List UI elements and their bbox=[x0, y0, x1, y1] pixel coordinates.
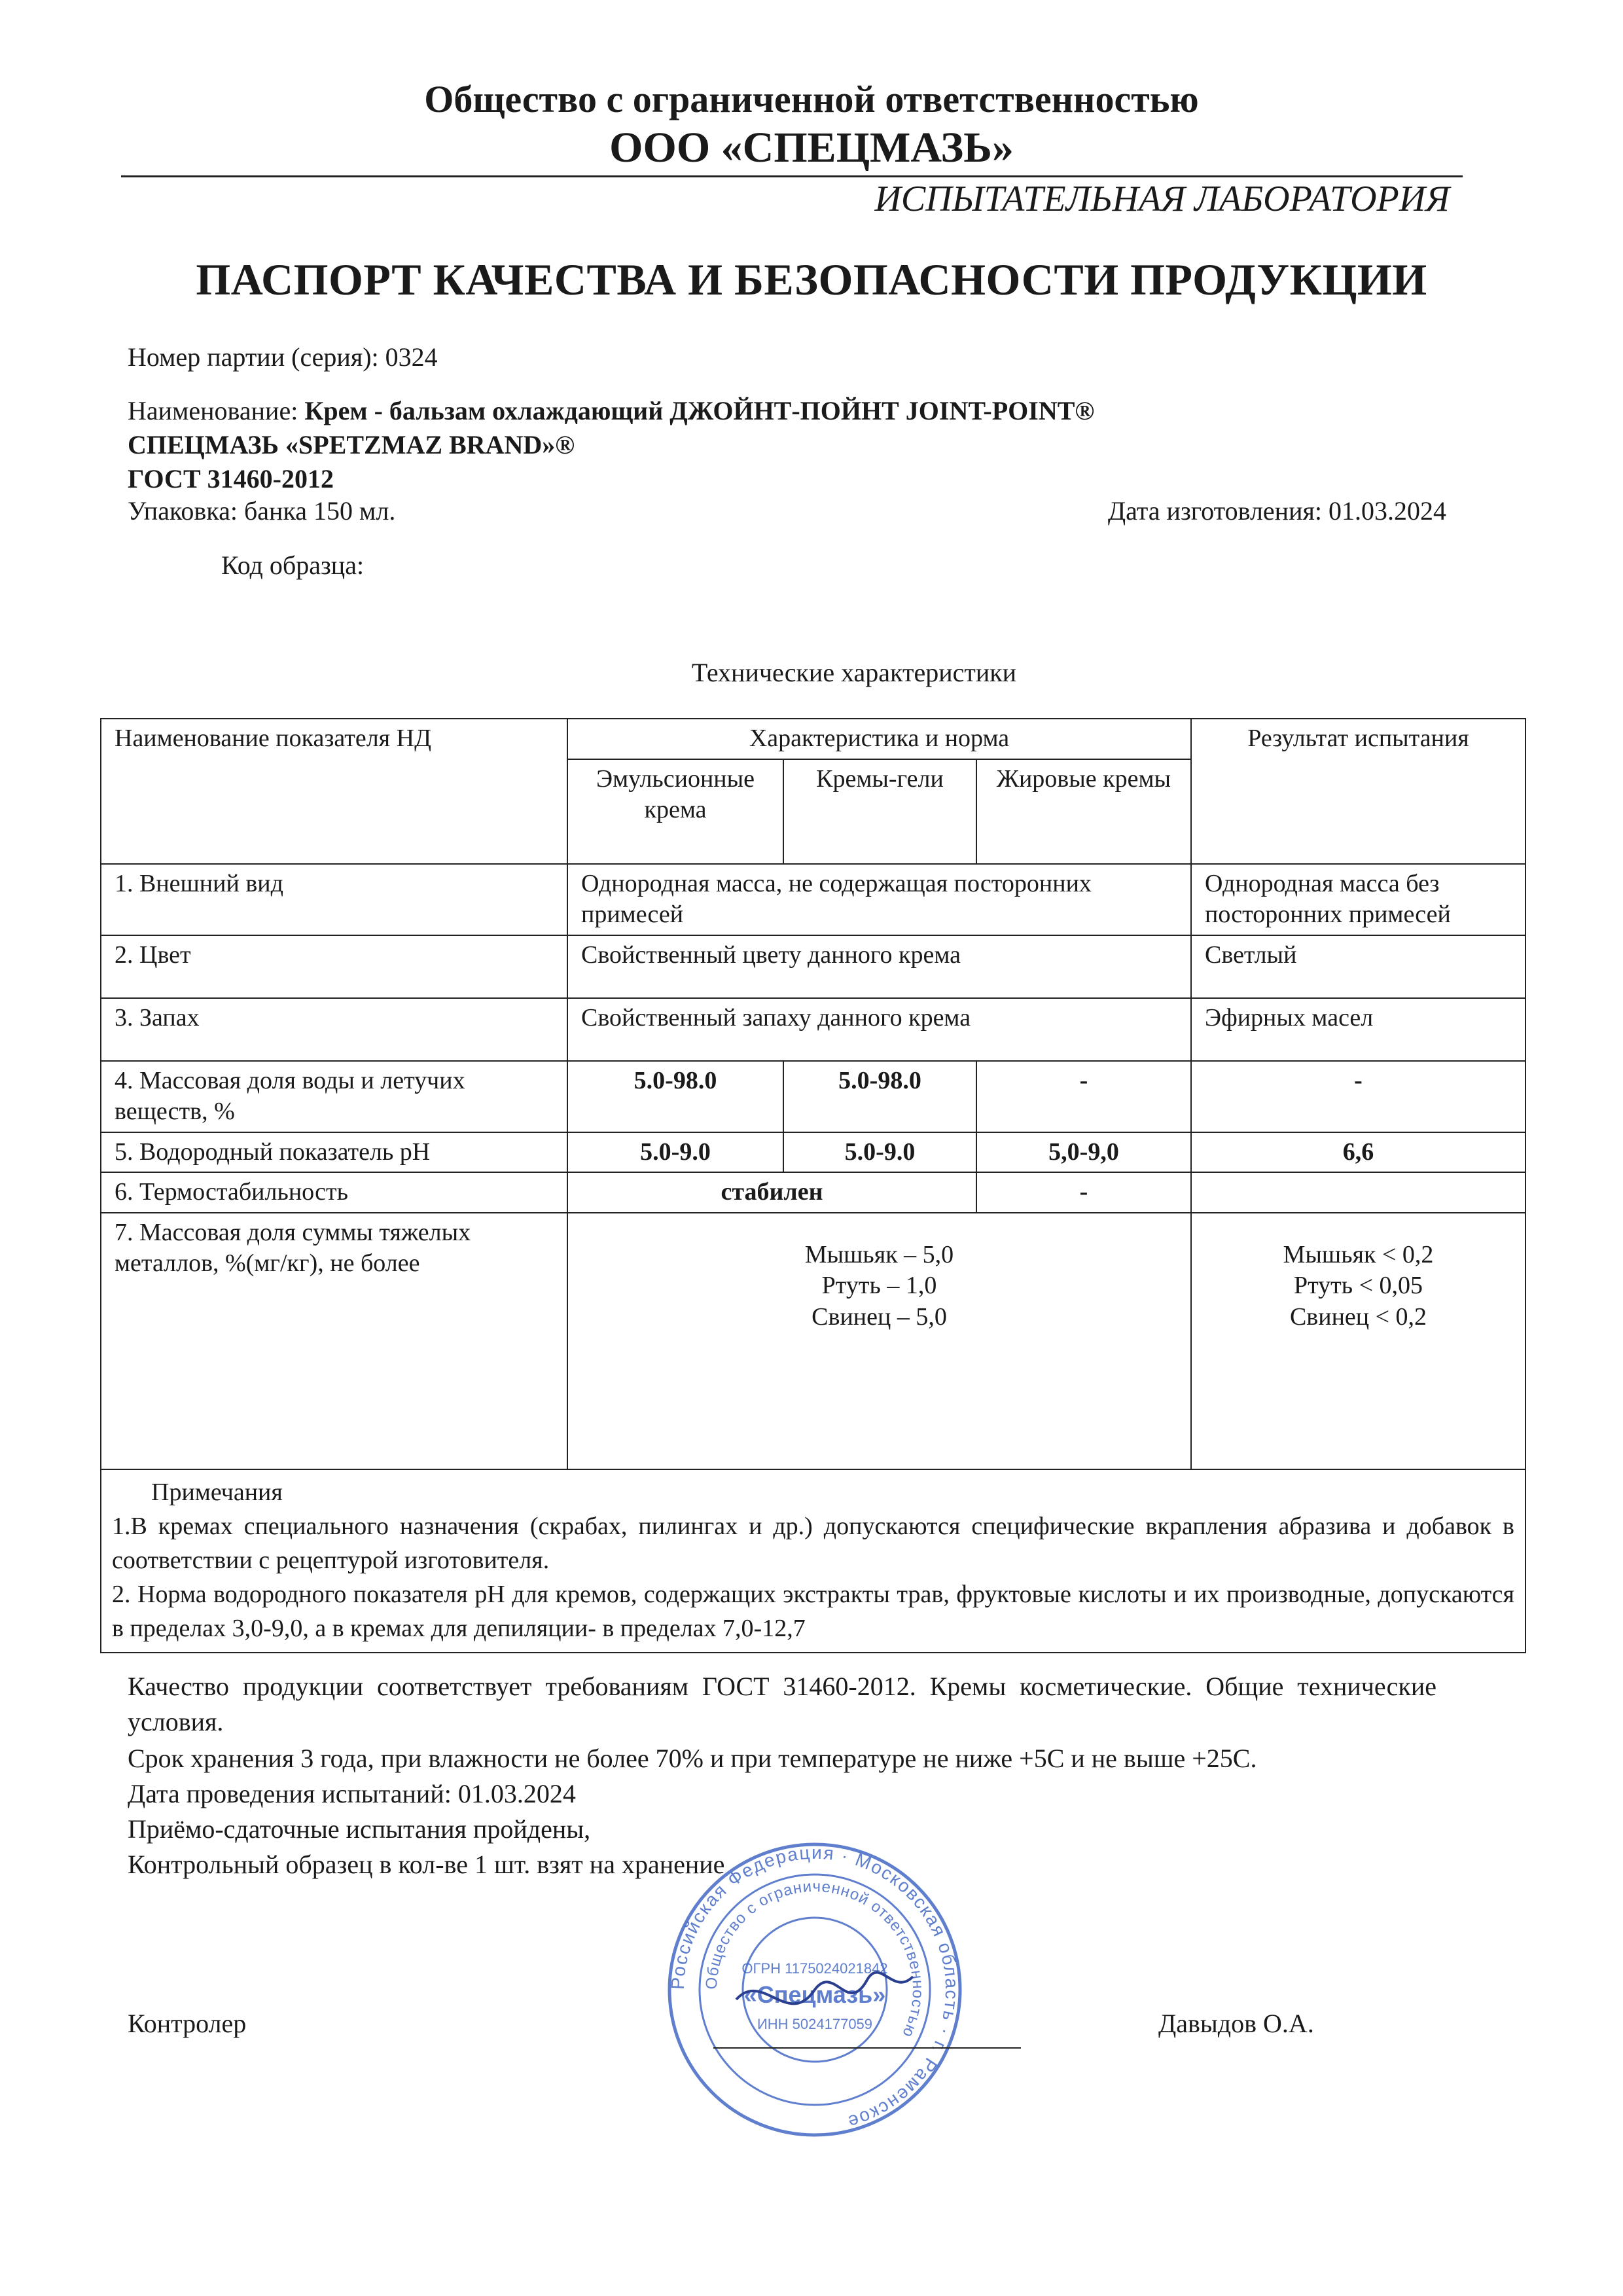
row-result: Светлый bbox=[1191, 935, 1525, 998]
norm-mercury: Ртуть – 1,0 bbox=[821, 1272, 937, 1299]
product-name-line1 bbox=[128, 395, 1094, 426]
row-value-fat: - bbox=[976, 1172, 1191, 1213]
col-emulsion: Эмульсионные крема bbox=[567, 759, 783, 864]
batch-number: Номер партии (серия): 0324 bbox=[128, 342, 438, 372]
col-gels: Кремы-гели bbox=[783, 759, 976, 864]
norm-lead: Свинец – 5,0 bbox=[812, 1302, 947, 1331]
table-header-row bbox=[101, 719, 1525, 759]
package-info: Упаковка: банка 150 мл. bbox=[128, 496, 396, 526]
stamp-ogrn: ОГРН 1175024021842 bbox=[741, 1960, 888, 1977]
norm-arsenic: Мышьяк – 5,0 bbox=[804, 1240, 954, 1268]
col-indicator: Наименование показателя НД bbox=[101, 719, 567, 864]
row-value-emulsion-gels: стабилен bbox=[567, 1172, 976, 1213]
tests-passed: Приёмо-сдаточные испытания пройдены, bbox=[128, 1814, 591, 1844]
product-gost: ГОСТ 31460-2012 bbox=[128, 464, 334, 493]
row-name: 2. Цвет bbox=[101, 935, 567, 998]
row-result bbox=[1191, 1172, 1525, 1213]
header-divider bbox=[121, 175, 1463, 177]
row-value-emulsion: 5.0-9.0 bbox=[567, 1132, 783, 1173]
col-norm: Характеристика и норма bbox=[567, 719, 1191, 759]
table-row bbox=[101, 1061, 1525, 1132]
row-name: 7. Массовая доля суммы тяжелых металлов, %(мг/кг), не более bbox=[101, 1213, 567, 1469]
row-result-metals bbox=[1191, 1213, 1525, 1469]
product-name-line2: СПЕЦМАЗЬ «SPETZMAZ BRAND»® bbox=[128, 430, 575, 459]
row-name: 3. Запах bbox=[101, 998, 567, 1061]
org-type: Общество с ограниченной ответственностью bbox=[424, 78, 1199, 120]
signature-line bbox=[713, 2047, 1021, 2049]
table-row bbox=[101, 1132, 1525, 1173]
result-arsenic: Мышьяк < 0,2 bbox=[1283, 1240, 1434, 1268]
row-result: Однородная масса без посторонних примесей bbox=[1191, 864, 1525, 935]
lab-title: ИСПЫТАТЕЛЬНАЯ ЛАБОРАТОРИЯ bbox=[874, 179, 1450, 219]
note-1: 1.В кремах специального назначения (скрабах, пилингах и др.) допускаются специфические вкрапления абразива и добавок в соответствии с рецептурой изготовителя. bbox=[112, 1512, 1514, 1574]
row-result: Эфирных масел bbox=[1191, 998, 1525, 1061]
row-name: 5. Водородный показатель pH bbox=[101, 1132, 567, 1173]
row-norm-metals bbox=[567, 1213, 1191, 1469]
row-value-gels: 5.0-9.0 bbox=[783, 1132, 976, 1173]
result-mercury: Ртуть < 0,05 bbox=[1293, 1272, 1423, 1299]
row-name: 6. Термостабильность bbox=[101, 1172, 567, 1213]
controller-name: Давыдов О.А. bbox=[1158, 2009, 1314, 2038]
note-2: 2. Норма водородного показателя pH для кремов, содержащих экстракты трав, фруктовые кислоты и их производные, допускаются в пределах 3,0-9,0, а в кремах для депиляции- в пределах 7,0-12,7 bbox=[112, 1580, 1514, 1642]
test-date: Дата проведения испытаний: 01.03.2024 bbox=[128, 1779, 576, 1808]
row-norm: Свойственный цвету данного крема bbox=[567, 935, 1191, 998]
row-result: - bbox=[1191, 1061, 1525, 1132]
stamp-center: «Спецмазь» bbox=[743, 1981, 886, 2008]
stamp-inner-text: Общество с ограниченной ответственностью bbox=[702, 1877, 927, 2041]
sample-code: Код образца: bbox=[221, 550, 365, 580]
stamp-inn: ИНН 5024177059 bbox=[757, 2016, 873, 2032]
document-title: ПАСПОРТ КАЧЕСТВА И БЕЗОПАСНОСТИ ПРОДУКЦИИ bbox=[196, 255, 1427, 304]
table-row bbox=[101, 935, 1525, 998]
row-value-fat: 5,0-9,0 bbox=[976, 1132, 1191, 1173]
result-lead: Свинец < 0,2 bbox=[1289, 1302, 1427, 1331]
company-stamp bbox=[664, 1839, 965, 2140]
col-result: Результат испытания bbox=[1191, 719, 1525, 864]
notes-title: Примечания bbox=[151, 1478, 283, 1506]
controller-label: Контролер bbox=[128, 2009, 247, 2038]
product-name: Крем - бальзам охлаждающий ДЖОЙНТ-ПОЙНТ JOINT-POINT® bbox=[304, 396, 1095, 425]
notes-row bbox=[101, 1469, 1525, 1653]
row-norm: Однородная масса, не содержащая посторонних примесей bbox=[567, 864, 1191, 935]
table-row bbox=[101, 998, 1525, 1061]
col-fat: Жировые кремы bbox=[976, 759, 1191, 864]
row-value-emulsion: 5.0-98.0 bbox=[567, 1061, 783, 1132]
org-name: ООО «СПЕЦМАЗЬ» bbox=[609, 124, 1014, 171]
stamp-outer-text: Российская Федерация · Московская область · г. Раменское bbox=[667, 1842, 963, 2133]
table-row bbox=[101, 864, 1525, 935]
row-value-fat: - bbox=[976, 1061, 1191, 1132]
table-caption: Технические характеристики bbox=[691, 658, 1017, 687]
table-row bbox=[101, 1213, 1525, 1469]
control-sample: Контрольный образец в кол-ве 1 шт. взят на хранение bbox=[128, 1850, 725, 1879]
spec-table bbox=[100, 718, 1526, 1653]
row-value-gels: 5.0-98.0 bbox=[783, 1061, 976, 1132]
name-label: Наименование: bbox=[128, 396, 305, 425]
notes-cell bbox=[101, 1469, 1525, 1653]
storage-conditions: Срок хранения 3 года, при влажности не более 70% и при температуре не ниже +5С и не выше +25С. bbox=[128, 1744, 1257, 1773]
row-name: 4. Массовая доля воды и летучих веществ, % bbox=[101, 1061, 567, 1132]
manufacture-date: Дата изготовления: 01.03.2024 bbox=[1107, 496, 1446, 526]
row-name: 1. Внешний вид bbox=[101, 864, 567, 935]
row-result: 6,6 bbox=[1191, 1132, 1525, 1173]
row-norm: Свойственный запаху данного крема bbox=[567, 998, 1191, 1061]
quality-statement: Качество продукции соответствует требованиям ГОСТ 31460-2012. Кремы косметические. Общие технические условия. bbox=[128, 1672, 1436, 1736]
table-row bbox=[101, 1172, 1525, 1213]
